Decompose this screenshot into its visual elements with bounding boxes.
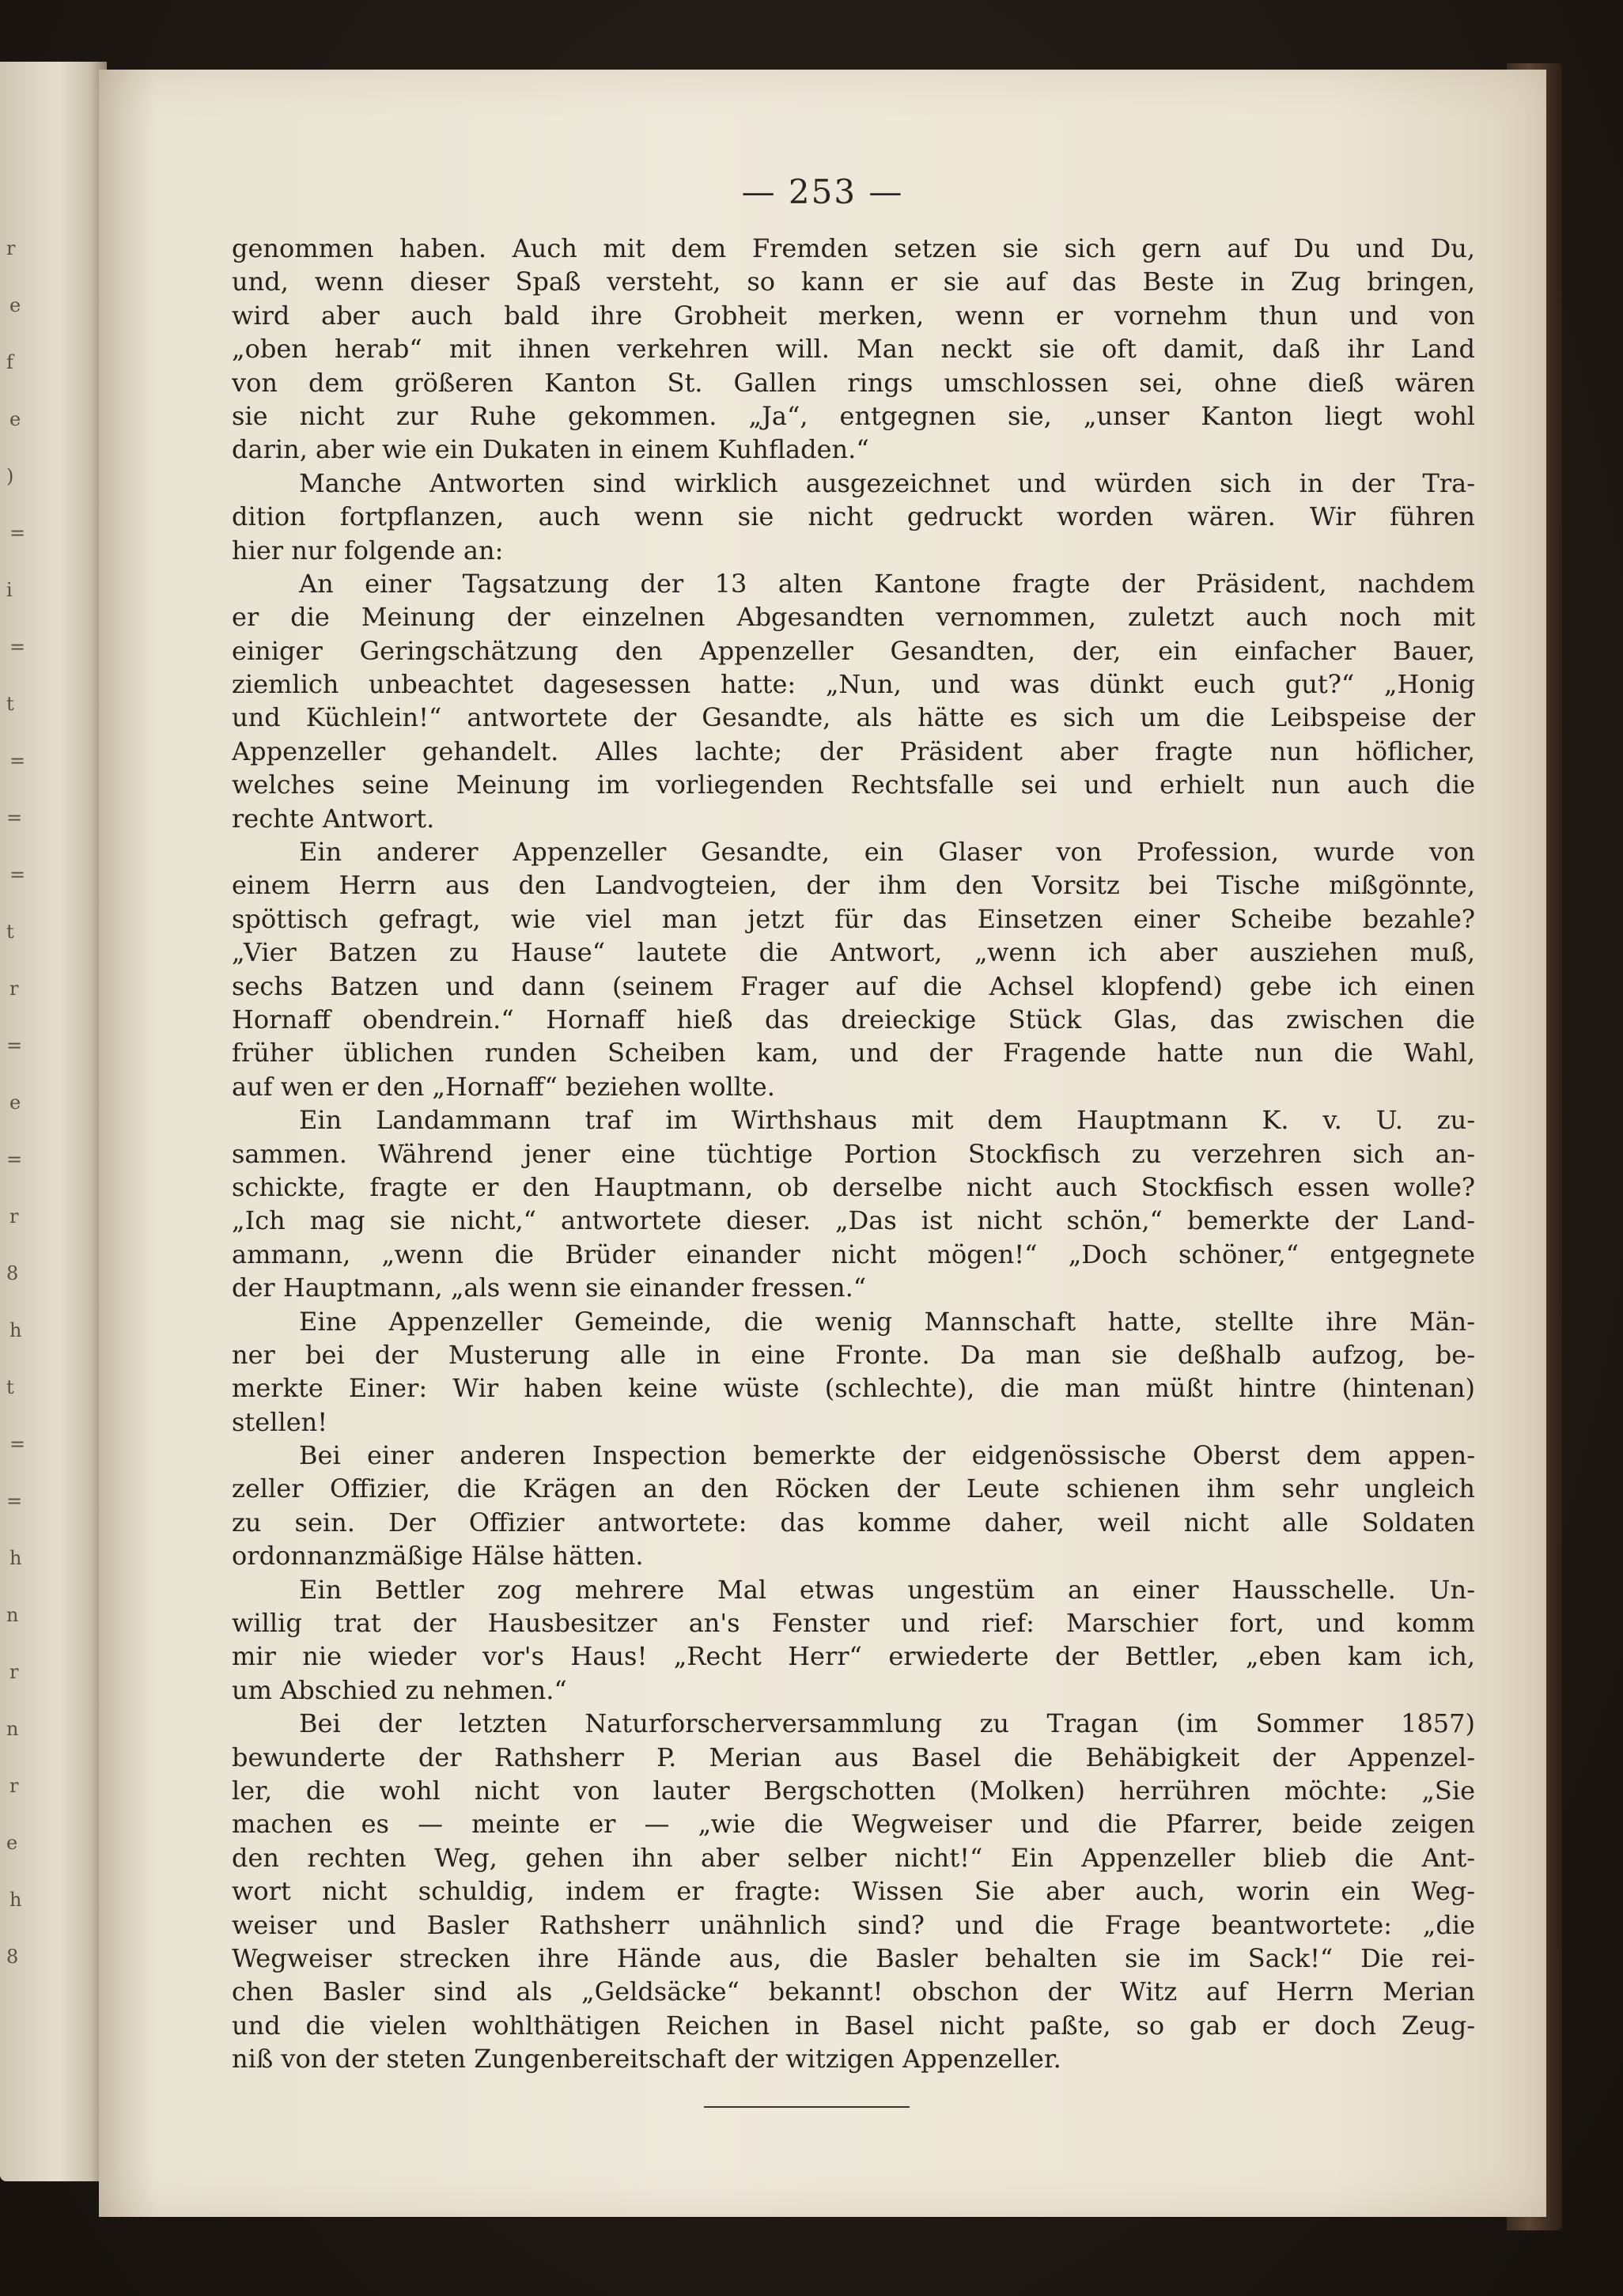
text-line: ziemlich unbeachtet dagesessen hatte: „Nun, und was dünkt euch gut?“ „Honig [232,669,1475,700]
text-line: sammen. Während jener eine tüchtige Portion Stockfisch zu verzehren sich an- [232,1138,1475,1169]
text-line: sie nicht zur Ruhe gekommen. „Ja“, entgegnen sie, „unser Kanton liegt wohl [232,400,1475,431]
left-page-fragment: = [9,636,26,658]
end-rule [704,2106,910,2108]
text-line: ordonnanzmäßige Hälse hätten. [232,1541,644,1572]
text-line: chen Basler sind als „Geldsäcke“ bekannt! obschon der Witz auf Herrn Merian [232,1976,1475,2007]
left-page-fragment: h [9,1547,22,1569]
left-page-fragment: = [6,1035,23,1057]
left-page-fragment: = [6,1148,23,1171]
left-page-fragment: e [9,408,21,430]
left-page-fragment: h [9,1319,22,1341]
left-page-fragment: = [9,864,26,886]
text-line: zu sein. Der Offizier antwortete: das komme daher, weil nicht alle Soldaten [232,1507,1475,1538]
left-page-fragment: r [6,237,16,259]
text-line: weiser und Basler Rathsherr unähnlich sind? und die Frage beantwortete: „die [232,1909,1475,1940]
page-number: — 253 — [741,172,904,211]
previous-page-edge [0,62,107,2181]
text-line: rechte Antwort. [232,803,435,834]
text-line: „Vier Batzen zu Hause“ lautete die Antwort, „wenn ich aber ausziehen muß, [232,937,1475,968]
text-line: und Küchlein!“ antwortete der Gesandte, als hätte es sich um die Leibspeise der [232,702,1475,733]
text-line: und die vielen wohlthätigen Reichen in Basel nicht paßte, so gab er doch Zeug- [232,2010,1475,2041]
text-line: einem Herrn aus den Landvogteien, der ihm den Vorsitz bei Tische mißgönnte, [232,870,1475,901]
text-line: Ein anderer Appenzeller Gesandte, ein Glaser von Profession, wurde von [299,837,1475,868]
text-line: Hornaff obendrein.“ Hornaff hieß das dreieckige Stück Glas, das zwischen die [232,1004,1475,1035]
text-line: wort nicht schuldig, indem er fragte: Wissen Sie aber auch, worin ein Weg- [232,1876,1475,1907]
text-line: Ein Landammann traf im Wirthshaus mit dem Hauptmann K. v. U. zu- [299,1105,1475,1136]
text-line: Eine Appenzeller Gemeinde, die wenig Mannschaft hatte, stellte ihre Män- [299,1306,1475,1337]
left-page-fragment: i [6,579,13,601]
text-line: darin, aber wie ein Dukaten in einem Kuhfladen.“ [232,434,869,465]
text-line: genommen haben. Auch mit dem Fremden setzen sie sich gern auf Du und Du, [232,233,1475,263]
text-line: Appenzeller gehandelt. Alles lachte; der Präsident aber fragte nun höflicher, [232,736,1475,766]
left-page-fragment: = [9,750,26,772]
text-line: hier nur folgende an: [232,535,504,565]
text-line: niß von der steten Zungenbereitschaft der witzigen Appenzeller. [232,2044,1061,2075]
text-line: er die Meinung der einzelnen Abgesandten vernommen, zuletzt auch noch mit [232,602,1475,633]
left-page-fragment: t [6,1376,14,1398]
left-page-fragment: = [9,1433,26,1455]
text-line: der Hauptmann, „als wenn sie einander fressen.“ [232,1273,867,1303]
left-page-fragment: h [9,1889,22,1911]
text-line: willig trat der Hausbesitzer an's Fenster und rief: Marschier fort, und komm [232,1608,1475,1639]
left-page-fragment: r [9,978,19,1000]
left-page-fragment: e [9,294,21,316]
left-page-fragment: r [9,1775,19,1797]
left-page-fragment: = [6,1490,23,1512]
left-page-fragment: e [9,1091,21,1114]
text-line: dition fortpflanzen, auch wenn sie nicht gedruckt worden wären. Wir führen [232,501,1475,532]
text-line: „oben herab“ mit ihnen verkehren will. Man neckt sie oft damit, daß ihr Land [232,334,1475,365]
text-line: und, wenn dieser Spaß versteht, so kann er sie auf das Beste in Zug bringen, [232,267,1475,297]
text-line: Bei einer anderen Inspection bemerkte der eidgenössische Oberst dem appen- [299,1440,1475,1471]
left-page-fragment: f [6,351,13,373]
page-body-text [232,232,1475,2075]
text-line: Bei der letzten Naturforscherversammlung zu Tragan (im Sommer 1857) [299,1708,1475,1739]
text-line: auf wen er den „Hornaff“ beziehen wollte. [232,1071,775,1102]
text-line: ler, die wohl nicht von lauter Bergschotten (Molken) herrühren möchte: „Sie [232,1775,1475,1806]
text-line: sechs Batzen und dann (seinem Frager auf die Achsel klopfend) gebe ich einen [232,970,1475,1001]
text-line: merkte Einer: Wir haben keine wüste (schlechte), die man müßt hintre (hintenan) [232,1373,1475,1404]
text-line: wird aber auch bald ihre Grobheit merken, wenn er vornehm thun und von [232,300,1475,331]
left-page-fragment: e [6,1832,18,1854]
text-line: um Abschied zu nehmen.“ [232,1674,567,1705]
left-page-fragment: t [6,693,14,715]
left-page-fragment: r [9,1661,19,1683]
text-line: ammann, „wenn die Brüder einander nicht mögen!“ „Doch schöner,“ entgegnete [232,1239,1475,1269]
text-line: den rechten Weg, gehen ihn aber selber nicht!“ Ein Appenzeller blieb die Ant- [232,1842,1475,1873]
left-page-fragment: = [9,522,26,544]
text-line: bewunderte der Rathsherr P. Merian aus Basel die Behäbigkeit der Appenzel- [232,1742,1475,1772]
text-line: stellen! [232,1406,328,1437]
text-line: mir nie wieder vor's Haus! „Recht Herr“ erwiederte der Bettler, „eben kam ich, [232,1641,1475,1672]
text-line: machen es — meinte er — „wie die Wegweiser und die Pfarrer, beide zeigen [232,1809,1475,1840]
text-line: von dem größeren Kanton St. Gallen rings umschlossen sei, ohne dieß wären [232,367,1475,398]
text-line: „Ich mag sie nicht,“ antwortete dieser. „Das ist nicht schön,“ bemerkte der Land- [232,1205,1475,1236]
text-line: welches seine Meinung im vorliegenden Rechtsfalle sei und erhielt nun auch die [232,770,1475,800]
left-page-fragment: ) [6,465,14,487]
text-line: Wegweiser strecken ihre Hände aus, die Basler behalten sie im Sack!“ Die rei- [232,1942,1475,1973]
left-page-fragment: 8 [6,1262,19,1284]
left-page-fragment: = [6,807,23,829]
left-page-fragment: 8 [6,1946,19,1968]
text-line: spöttisch gefragt, wie viel man jetzt für das Einsetzen einer Scheibe bezahle? [232,903,1475,934]
book-page [99,70,1546,2217]
left-page-fragment: t [6,921,14,943]
text-line: einiger Geringschätzung den Appenzeller Gesandten, der, ein einfacher Bauer, [232,635,1475,666]
text-line: zeller Offizier, die Krägen an den Röcken der Leute schienen ihm sehr ungleich [232,1473,1475,1504]
text-line: ner bei der Musterung alle in eine Fronte. Da man sie deßhalb aufzog, be- [232,1339,1475,1370]
left-page-fragment: n [6,1604,19,1626]
left-page-fragment: n [6,1718,19,1740]
text-line: An einer Tagsatzung der 13 alten Kantone fragte der Präsident, nachdem [299,568,1475,599]
left-page-fragment: r [9,1205,19,1227]
text-line: Ein Bettler zog mehrere Mal etwas ungestüm an einer Hausschelle. Un- [299,1574,1475,1605]
text-line: früher üblichen runden Scheiben kam, und der Fragende hatte nun die Wahl, [232,1038,1475,1069]
text-line: Manche Antworten sind wirklich ausgezeichnet und würden sich in der Tra- [299,467,1475,498]
text-line: schickte, fragte er den Hauptmann, ob derselbe nicht auch Stockfisch essen wolle? [232,1171,1475,1202]
